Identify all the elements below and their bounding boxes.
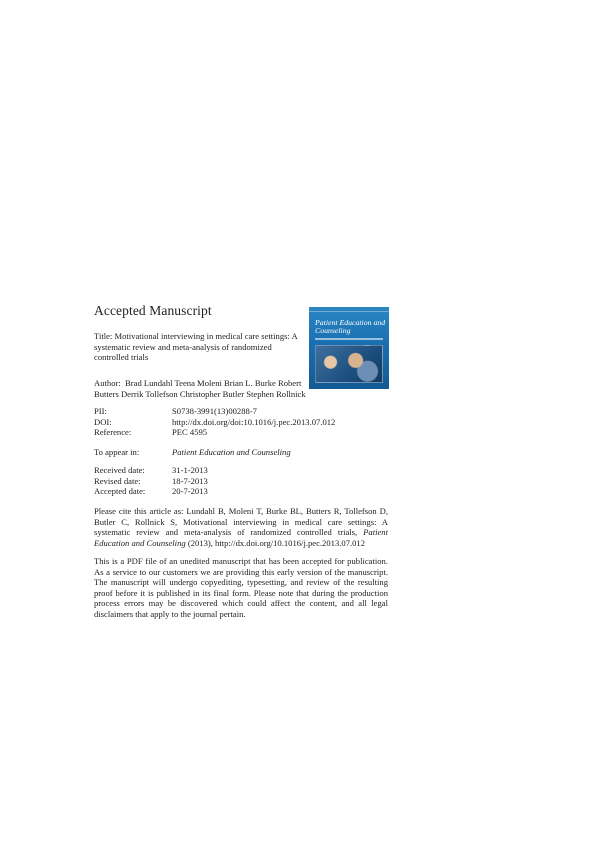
revised-label: Revised date:: [94, 475, 141, 486]
received-label: Received date:: [94, 465, 145, 475]
pii-label: PII:: [94, 406, 107, 416]
cover-journal-title: Patient Education and Counseling: [315, 318, 386, 335]
cover-subtitle-bar: [315, 338, 383, 340]
doi-label: DOI:: [94, 416, 112, 427]
citation-prefix: Please cite this article as: Lundahl B, Moleni T, Burke BL, Butters R, Tollefson D, Butler C, Rollnick S, Motivational interviewing in medical care settings: A systematic review and meta-analysis of randomized controlled trials,: [94, 506, 388, 538]
reference-value: PEC 4595: [172, 427, 208, 438]
to-appear-label: To appear in:: [94, 447, 140, 457]
doi-link[interactable]: http://dx.doi.org/doi:10.1016/j.pec.2013.07.012: [172, 416, 336, 427]
reference-label: Reference:: [94, 427, 132, 438]
to-appear-journal: Patient Education and Counseling: [172, 447, 291, 457]
page-heading: Accepted Manuscript: [94, 303, 212, 318]
journal-cover-image: [309, 307, 389, 389]
author-text: Brad Lundahl Teena Moleni Brian L. Burke Robert Butters Derrik Tollefson Christopher Butler Stephen Rollnick: [94, 378, 306, 399]
article-authors: [94, 378, 324, 399]
manuscript-notice: This is a PDF file of an unedited manuscript that has been accepted for publication. As a service to our customers we are providing this early version of the manuscript. The manuscript will undergo copyediting, typesetting, and review of the resulting proof before it is published in its final form. Please note that during the production process errors may be discovered which could affect the content, and all legal disclaimers that apply to the journal pertain.: [94, 556, 388, 619]
citation-suffix: (2013), http://dx.doi.org/10.1016/j.pec.2013.07.012: [187, 537, 366, 548]
accepted-value: 20-7-2013: [172, 486, 208, 497]
pii-value: S0738-3991(13)00288-7: [172, 406, 257, 416]
article-title: [94, 331, 308, 363]
title-text: Motivational interviewing in medical care settings: A systematic review and meta-analysis of randomized controlled trials: [94, 331, 298, 363]
title-label: Title:: [94, 331, 113, 341]
author-label: Author:: [94, 378, 121, 388]
accepted-label: Accepted date:: [94, 486, 146, 497]
citation-paragraph: [94, 506, 388, 548]
citation-journal: Patient Education and Counseling: [94, 527, 388, 548]
cover-rule: [309, 311, 389, 312]
cover-photo: [315, 345, 383, 383]
received-value: 31-1-2013: [172, 465, 208, 475]
revised-value: 18-7-2013: [172, 475, 208, 486]
